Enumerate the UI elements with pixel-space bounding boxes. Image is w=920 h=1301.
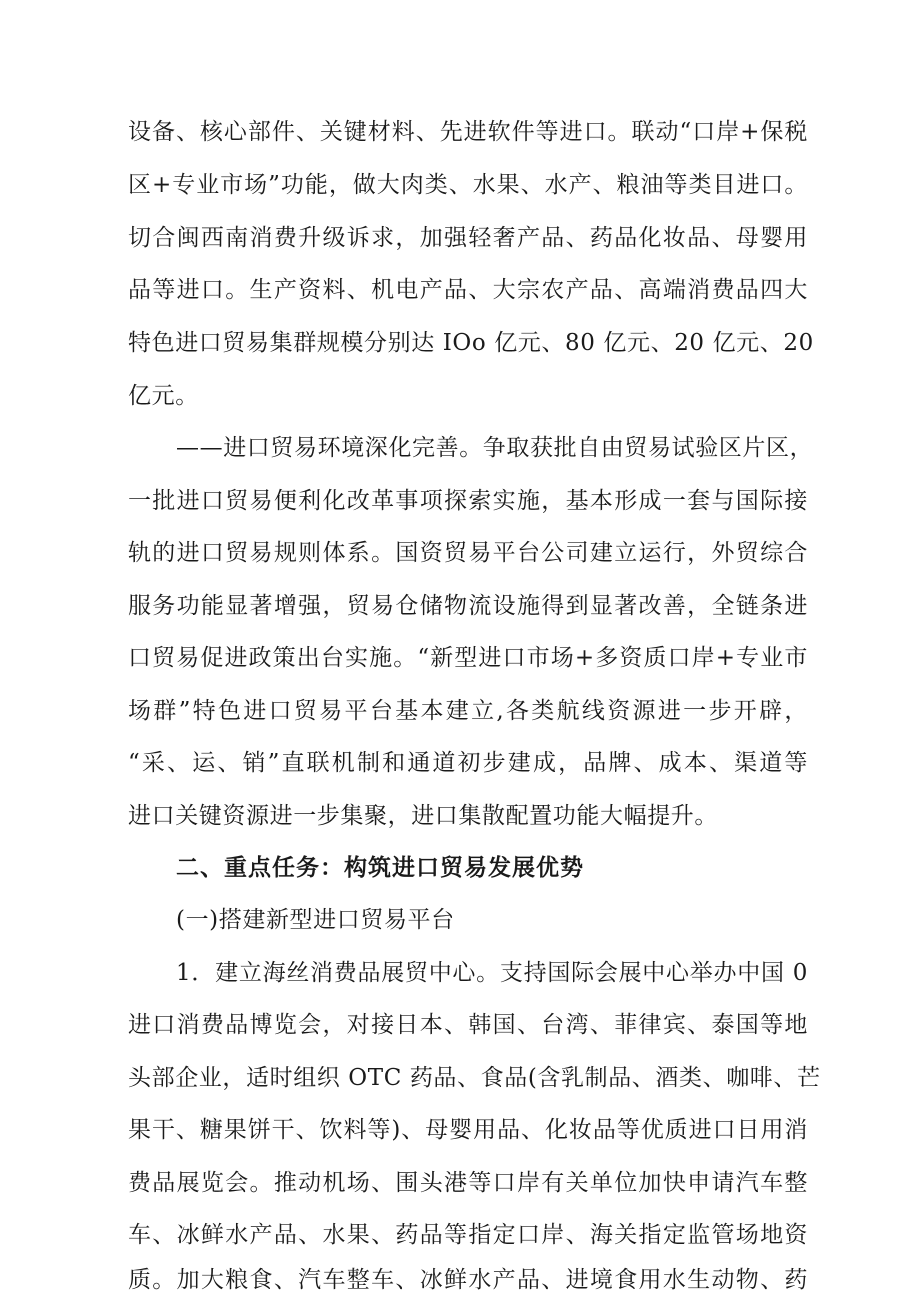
paragraph-first-line: ——进口贸易环境深化完善。争取获批自由贸易试验区片区， <box>176 435 814 461</box>
body-line: “采、运、销”直联机制和通道初步建成，品牌、成本、渠道等 <box>128 750 808 776</box>
paragraph-first-line: 1．建立海丝消费品展贸中心。支持国际会展中心举办中国 0 <box>176 960 808 986</box>
body-line: 服务功能显著增强，贸易仓储物流设施得到显著改善，全链条进 <box>128 593 808 619</box>
body-line: 设备、核心部件、关键材料、先进软件等进口。联动“口岸+保税 <box>128 119 808 145</box>
body-line: 区+专业市场”功能，做大肉类、水果、水产、粮油等类目进口。 <box>128 172 808 198</box>
body-line: 车、冰鲜水产品、水果、药品等指定口岸、海关指定监管场地资 <box>128 1222 808 1248</box>
body-line: 亿元。 <box>128 383 199 409</box>
body-line: 口贸易促进政策出台实施。“新型进口市场+多资质口岸+专业市 <box>128 645 808 671</box>
body-line: 质。加大粮食、汽车整车、冰鲜水产品、进境食用水生动物、药 <box>128 1267 808 1293</box>
subsection-heading: (一)搭建新型进口贸易平台 <box>176 907 455 933</box>
body-line: 进口关键资源进一步集聚，进口集散配置功能大幅提升。 <box>128 803 718 829</box>
body-line: 头部企业，适时组织 OTC 药品、食品(含乳制品、酒类、咖啡、芒 <box>128 1065 821 1091</box>
body-line: 场群”特色进口贸易平台基本建立,各类航线资源进一步开辟， <box>128 698 808 724</box>
body-line: 进口消费品博览会，对接日本、韩国、台湾、菲律宾、泰国等地 <box>128 1012 808 1038</box>
body-line: 切合闽西南消费升级诉求，加强轻奢产品、药品化妆品、母婴用 <box>128 225 808 251</box>
body-line: 轨的进口贸易规则体系。国资贸易平台公司建立运行，外贸综合 <box>128 540 808 566</box>
body-line: 果干、糖果饼干、饮料等)、母婴用品、化妆品等优质进口日用消 <box>128 1117 808 1143</box>
body-line: 一批进口贸易便利化改革事项探索实施，基本形成一套与国际接 <box>128 488 808 514</box>
body-line: 特色进口贸易集群规模分别达 IOo 亿元、80 亿元、20 亿元、20 <box>128 330 814 356</box>
section-heading: 二、重点任务：构筑进口贸易发展优势 <box>176 854 584 881</box>
body-line: 费品展览会。推动机场、围头港等口岸有关单位加快申请汽车整 <box>128 1170 808 1196</box>
body-line: 品等进口。生产资料、机电产品、大宗农产品、高端消费品四大 <box>128 277 808 303</box>
